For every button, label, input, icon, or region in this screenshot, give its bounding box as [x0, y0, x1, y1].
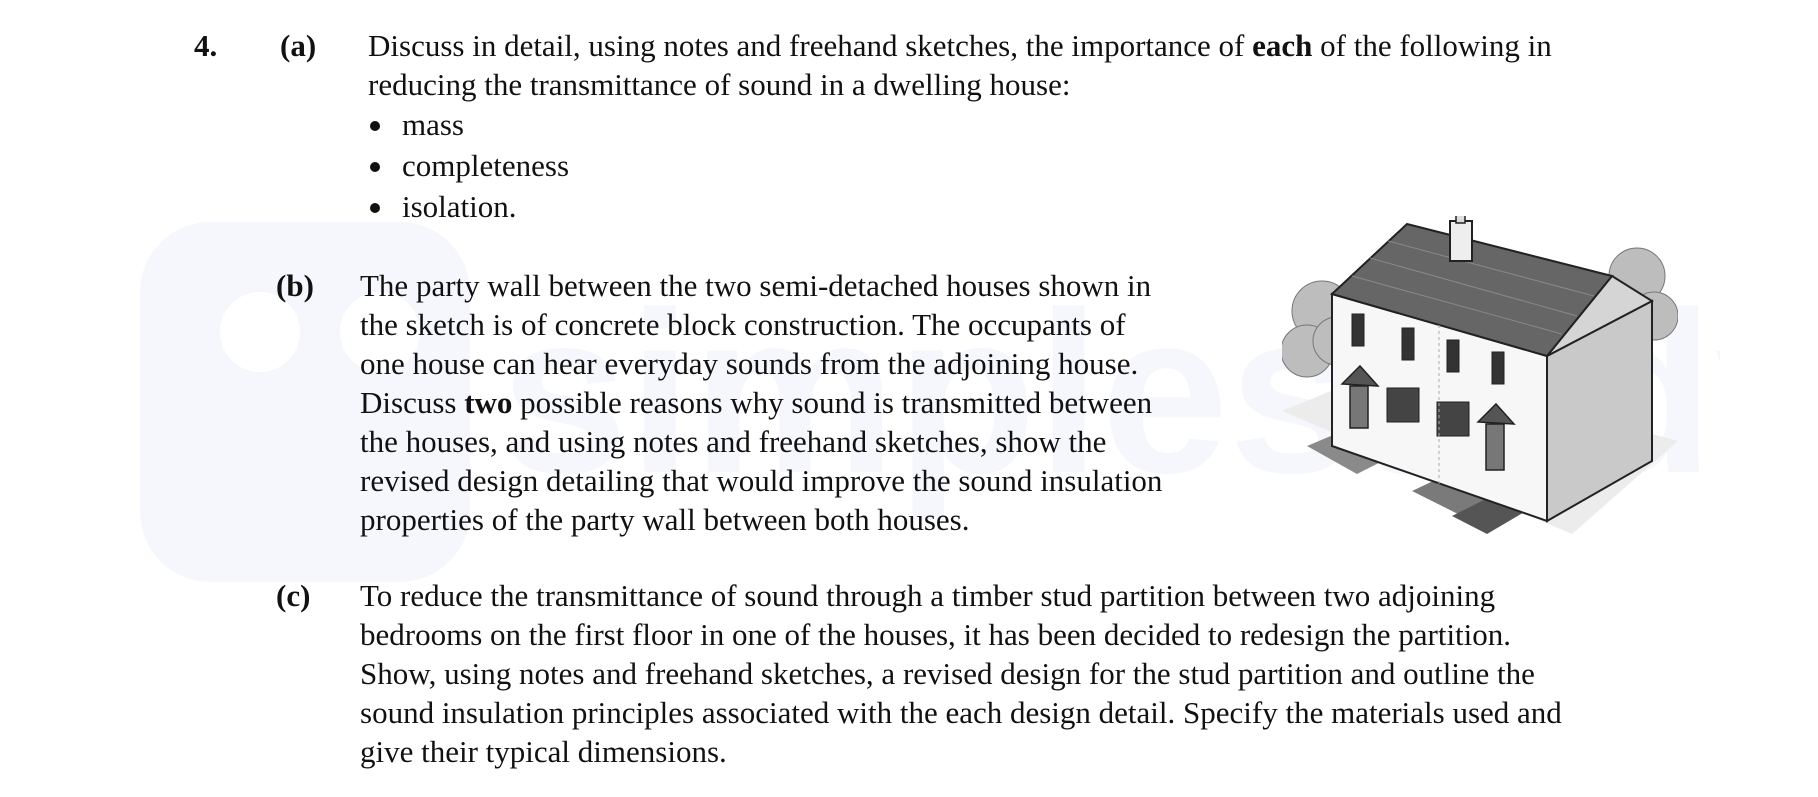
part-c-label: (c): [276, 578, 311, 613]
part-c-line-1: To reduce the transmittance of sound through a timber stud partition between two adjoining: [360, 578, 1496, 613]
part-c-text: [360, 576, 1562, 771]
part-a-line-1: Discuss in detail, using notes and freehand sketches, the importance of each of the following in: [368, 28, 1552, 63]
part-b-line-2: the sketch is of concrete block construction. The occupants of: [360, 307, 1126, 342]
part-b-text: [360, 266, 1162, 539]
bullet-item: isolation.: [368, 187, 569, 228]
part-a-label: (a): [280, 28, 317, 63]
part-b-line-4: Discuss two possible reasons why sound is transmitted between: [360, 385, 1153, 420]
part-a-line-2: reducing the transmittance of sound in a dwelling house:: [368, 67, 1071, 102]
part-b-line-6: revised design detailing that would improve the sound insulation: [360, 463, 1163, 498]
bullet-item: mass: [368, 105, 569, 146]
part-c-line-3: Show, using notes and freehand sketches, a revised design for the stud partition and outline the: [360, 656, 1535, 691]
question-number: 4.: [194, 28, 218, 63]
part-a-text: [368, 26, 1552, 104]
part-a-bullet-list: [368, 105, 569, 228]
part-c-line-4: sound insulation principles associated with the each design detail. Specify the materials used and: [360, 695, 1562, 730]
part-b-line-5: the houses, and using notes and freehand sketches, show the: [360, 424, 1107, 459]
bullet-item: completeness: [368, 146, 569, 187]
part-b-line-3: one house can hear everyday sounds from the adjoining house.: [360, 346, 1139, 381]
part-b-label: (b): [276, 268, 314, 303]
part-c-line-2: bedrooms on the first floor in one of the houses, it has been decided to redesign the partition.: [360, 617, 1512, 652]
part-b-line-1: The party wall between the two semi-detached houses shown in: [360, 268, 1152, 303]
semi-detached-house-sketch-icon: [1282, 216, 1678, 564]
part-b-line-7: properties of the party wall between both houses.: [360, 502, 970, 537]
part-c-line-5: give their typical dimensions.: [360, 734, 727, 769]
